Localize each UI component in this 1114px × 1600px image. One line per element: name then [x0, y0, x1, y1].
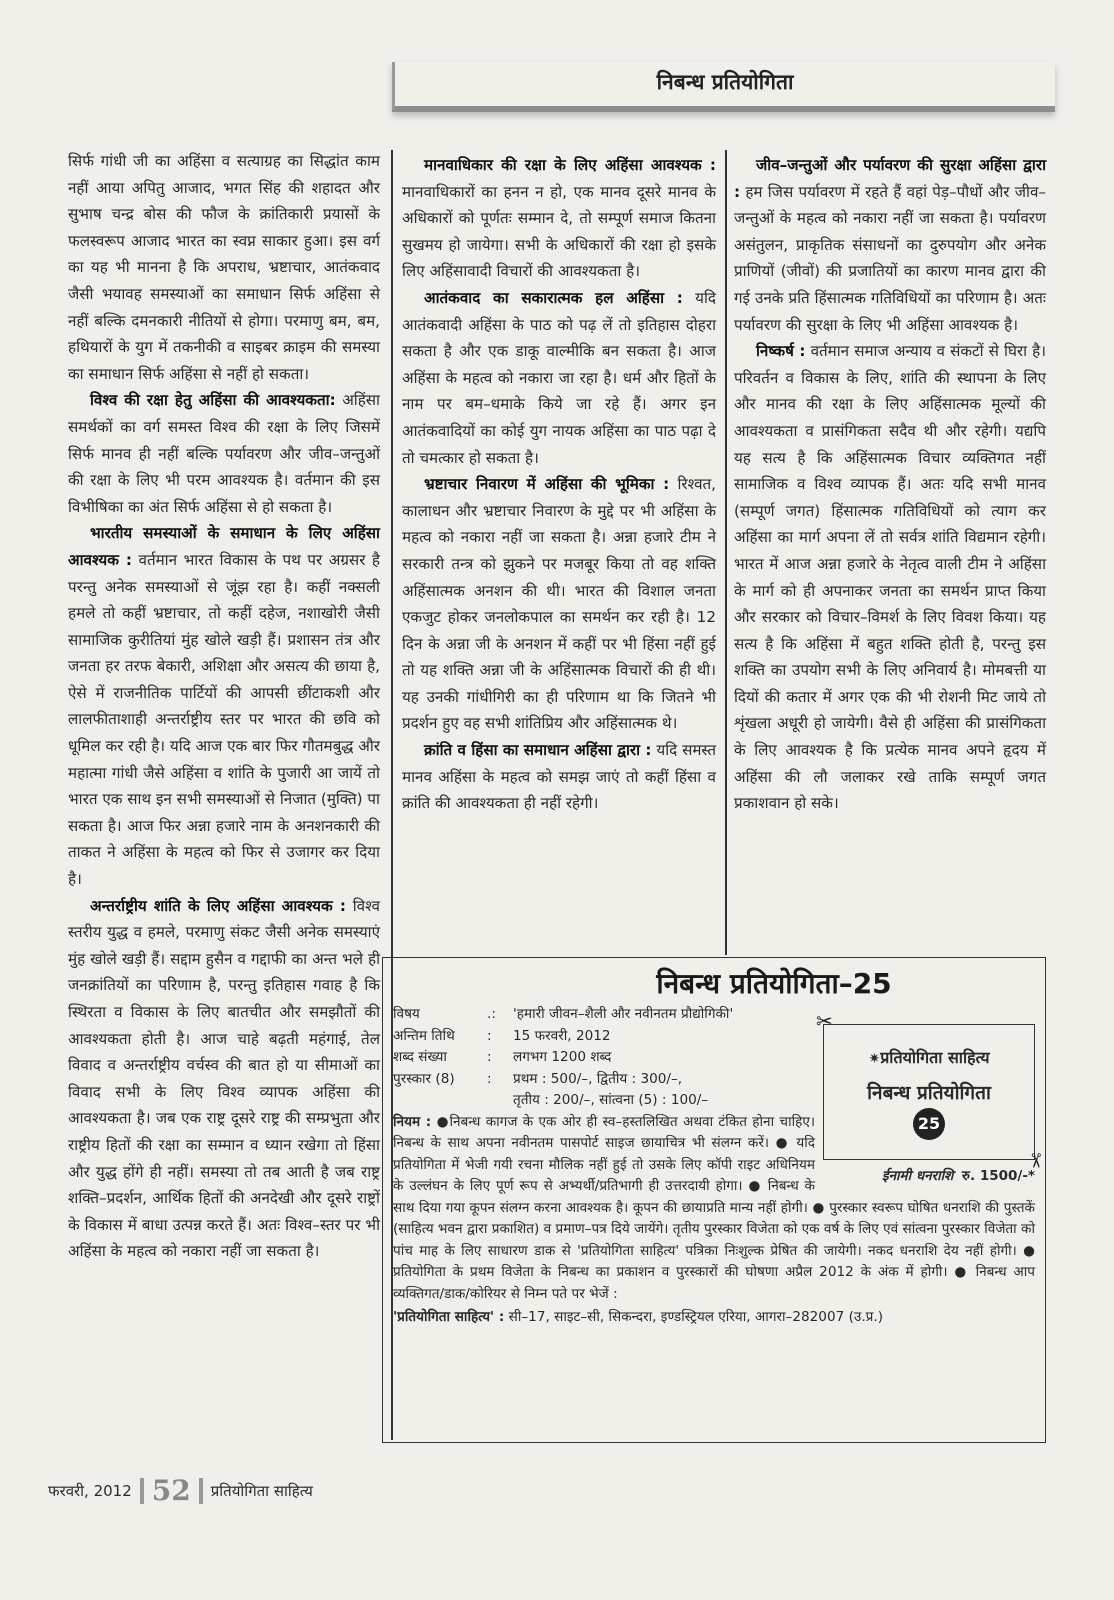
- page-footer: [48, 1474, 313, 1507]
- subheading: जीव–जन्तुओं और पर्यावरण की सुरक्षा अहिंसा द्वारा :: [734, 156, 1046, 201]
- section-title: निबन्ध प्रतियोगिता: [656, 70, 794, 94]
- subheading: भारतीय समस्याओं के समाधान के लिए अहिंसा आवश्यक :: [68, 524, 380, 569]
- cut-out-coupon[interactable]: [816, 1009, 1049, 1169]
- paragraph: निष्कर्ष : वर्तमान समाज अन्याय व संकटों से घिरा है। परिवर्तन व विकास के लिए, शांति की स्थापना के लिए और मानव की रक्षा के लिए अहिंसात्मक मूल्यों की आवश्यकता व प्रासंगिकता सदैव थी और रहेगी। यद्यपि यह सत्य है कि अहिंसात्मक विचार व्यक्तिगत नहीं सामाजिक व विश्व व्यापक हैं। अतः यदि सभी मानव (सम्पूर्ण जगत) हिंसात्मक गतिविधियों को त्याग कर अहिंसा का मार्ग अपना लें तो सर्वत्र शांति विद्यमान रहेगी। भारत में आज अन्ना हजारे के नेतृत्व वाली टीम ने अहिंसा के मार्ग को ही अपनाकर जनता का समर्थन प्राप्त किया और सरकार को विचार–विमर्श के लिए विवश किया। यह सत्य है कि अहिंसा में बहुत शक्ति होती है, परन्तु इस शक्ति का उपयोग सभी के लिए अनिवार्य है। मोमबत्ती या दियों की कतार में अगर एक की भी रोशनी मिट जाये तो शृंखला अधूरी हो जायेगी। वैसे ही अहिंसा की प्रासंगिकता के लिए आवश्यक है कि प्रत्येक मानव अपने हृदय में अहिंसा की लौ जलाकर रखे ताकि सम्पूर्ण जगत प्रकाशवान हो सके।: [734, 342, 1046, 813]
- coupon-section: [816, 1009, 1049, 1188]
- coupon-brand: ✷प्रतियोगिता साहित्य: [868, 1048, 990, 1067]
- prize-money: ईनामी धनराशि रु. 1500/-*: [881, 1168, 1035, 1184]
- subheading: अन्तर्राष्ट्रीय शांति के लिए अहिंसा आवश्यक :: [90, 896, 346, 915]
- divider: [199, 1478, 203, 1504]
- paragraph: सिर्फ गांधी जी का अहिंसा व सत्याग्रह का सिद्धांत काम नहीं आया अपितु आजाद, भगत सिंह की शहादत और सुभाष चन्द्र बोस की फौज के क्रांतिकारी प्रयासों के फलस्वरूप आजाद भारत का स्वप्न साकार हुआ। इस वर्ग का यह भी मानना है कि अपराध, भ्रष्टाचार, आतंकवाद जैसी भयावह समस्याओं का समाधान सिर्फ अहिंसा से नहीं बल्कि दमनकारी नीतियों से होगा। परमाणु बम, बम, हथियारों के युग में तकनीकी व साइबर क्राइम की समस्या का समाधान सिर्फ अहिंसा से नहीं हो सकता।: [68, 152, 380, 383]
- subheading: विश्व की रक्षा हेतु अहिंसा की आवश्यकता:: [90, 391, 336, 410]
- article-column-3: [734, 152, 1046, 817]
- paragraph: आतंकवाद का सकारात्मक हल अहिंसा : यदि आतंकवादी अहिंसा के पाठ को पढ़ लें तो इतिहास दोहरा सकता है और एक डाकू वाल्मीकि बन सकता है। आज अहिंसा के महत्व को नकारा जा रहा है। धर्म और हितों के नाम पर बम–धमाके किये जा रहे हैं। अगर इन आतंकवादियों का कोई युग नायक अहिंसा का पाठ पढ़ा दे तो चमत्कार हो सकता है।: [402, 288, 716, 467]
- paragraph: अन्तर्राष्ट्रीय शांति के लिए अहिंसा आवश्यक : विश्व स्तरीय युद्ध व हमले, परमाणु संकट जैसी अनेक समस्याएं मुंह खोले खड़ी हैं। सद्दाम हुसैन व गद्दाफी का अन्त भले ही जनक्रांतियों का परिणाम है, परन्तु इतिहास गवाह है कि स्थिरता व विकास के लिए बातचीत और समझौतों की आवश्यकता होती है। आज चाहे बढ़ती महंगाई, तेल विवाद व अन्तर्राष्ट्रीय वर्चस्व की बात हो या सीमाओं का विवाद सभी के लिए विश्व व्यापक अहिंसा की आवश्यकता है। जब एक राष्ट्र दूसरे राष्ट्र की सम्प्रभुता और राष्ट्रीय हितों की रक्षा का सम्मान व ध्यान रखेगा तो हिंसा और युद्ध होंगे ही नहीं। समस्या तो तब आती है जब राष्ट्र शक्ति–प्रदर्शन, आर्थिक हितों की अनदेखी और दूसरे राष्ट्रों के विकास में बाधा उत्पन्न करते हैं। अतः विश्व–स्तर पर भी अहिंसा के महत्व को नकारा नहीं जा सकता है।: [68, 896, 380, 1261]
- detail-row: शब्द संख्या : लगभग 1200 शब्द: [393, 1049, 612, 1065]
- paragraph: भ्रष्टाचार निवारण में अहिंसा की भूमिका : रिश्वत, कालाधन और भ्रष्टाचार निवारण के मुद्दे पर भी अहिंसा के महत्व को नकारा नहीं जा सकता है। अन्ना हजारे टीम ने सरकारी तन्त्र को झुकने पर मजबूर किया तो वह शक्ति अहिंसात्मक अनशन की थी। भारत की विशाल जनता एकजुट होकर जनलोकपाल का समर्थन कर रही है। 12 दिन के अन्ना जी के अनशन में कहीं पर भी हिंसा नहीं हुई तो यह शक्ति अन्ना जी के अहिंसात्मक विचारों की ही थी। यह उनकी गांधीगिरी का ही परिणाम था कि जितने भी प्रदर्शन हुए वह सभी शांतिप्रिय और अहिंसात्मक थे।: [402, 475, 716, 733]
- section-header: [392, 62, 1055, 112]
- subheading: भ्रष्टाचार निवारण में अहिंसा की भूमिका :: [424, 475, 670, 494]
- detail-row: पुरस्कार (8) : प्रथम : 500/–, द्वितीय : 300/–,: [393, 1070, 683, 1087]
- page-number: 52: [151, 1474, 191, 1507]
- column-divider: [725, 150, 727, 955]
- scissors-icon: ✂: [1024, 1151, 1049, 1169]
- detail-row: विषय .: 'हमारी जीवन–शैली और नवीनतम प्रौद्योगिकी': [393, 1006, 734, 1022]
- issue-date: फरवरी, 2012: [48, 1481, 132, 1500]
- paragraph: विश्व की रक्षा हेतु अहिंसा की आवश्यकता: अहिंसा समर्थकों का वर्ग समस्त विश्व की रक्षा के लिए जिसमें सिर्फ मानव ही नहीं बल्कि पर्यावरण और जीव–जन्तुओं की रक्षा के लिए भी परम आवश्यक है। वर्तमान की इस विभीषिका का अंत सिर्फ अहिंसा से हो सकता है।: [68, 391, 380, 516]
- contest-announcement-box: [382, 957, 1049, 1443]
- paragraph: जीव–जन्तुओं और पर्यावरण की सुरक्षा अहिंसा द्वारा : हम जिस पर्यावरण में रहते हैं वहां पेड़–पौधों और जीव–जन्तुओं के महत्व को नकारा नहीं जा सकता है। पर्यावरण असंतुलन, प्राकृतिक संसाधनों का दुरुपयोग और अनेक प्राणियों (जीवों) की प्रजातियों का कारण मानव द्वारा की गई उनके प्रति हिंसात्मक गतिविधियों का परिणाम है। अतः पर्यावरण की सुरक्षा के लिए भी अहिंसा आवश्यक है।: [734, 156, 1046, 334]
- scissors-icon: ✂: [816, 1009, 833, 1033]
- magazine-name: प्रतियोगिता साहित्य: [210, 1481, 313, 1500]
- sun-logo-icon: ✷: [868, 1051, 881, 1067]
- subheading: क्रांति व हिंसा का समाधान अहिंसा द्वारा :: [424, 741, 652, 760]
- paragraph: क्रांति व हिंसा का समाधान अहिंसा द्वारा : यदि समस्त मानव अहिंसा के महत्व को समझ जाएं तो कहीं हिंसा व क्रांति की आवश्यकता ही नहीं रहेगी।: [402, 741, 716, 813]
- subheading: आतंकवाद का सकारात्मक हल अहिंसा :: [424, 288, 683, 307]
- detail-row: अन्तिम तिथि : 15 फरवरी, 2012: [393, 1027, 611, 1044]
- coupon-number-badge: 25: [913, 1108, 945, 1140]
- paragraph: मानवाधिकार की रक्षा के लिए अहिंसा आवश्यक : मानवाधिकारों का हनन न हो, एक मानव दूसरे मानव के अधिकारों को पूर्णतः सम्मान दे, तो सम्पूर्ण समाज कितना सुखमय हो जायेगा। सभी के अधिकारों की रक्षा हो इसके लिए अहिंसावादी विचारों की आवश्यकता है।: [402, 156, 716, 281]
- detail-row: तृतीय : 200/–, सांत्वना (5) : 100/–: [513, 1092, 709, 1108]
- paragraph: भारतीय समस्याओं के समाधान के लिए अहिंसा आवश्यक : वर्तमान भारत विकास के पथ पर अग्रसर है परन्तु अनेक समस्याओं से जूंझ रहा है। कहीं नक्सली हमले तो कहीं भ्रष्टाचार, तो कहीं दहेज, नशाखोरी जैसी सामाजिक कुरीतियां मुंह खोले खड़ी हैं। प्रशासन तंत्र और जनता हर तरफ बेकारी, अशिक्षा और असत्य की छाया है, ऐसे में राजनीतिक पार्टियों की आपसी छींटाकशी और लालफीताशाही अन्तर्राष्ट्रीय स्तर पर भारत की छवि को धूमिल कर रही है। यदि आज एक बार फिर गौतमबुद्ध और महात्मा गांधी जैसे अहिंसा व शांति के पुजारी आ जायें तो भारत एक साथ इन सभी समस्याओं से निजात (मुक्ति) पा सकता है। आज फिर अन्ना हजारे नाम के अनशनकारी की ताकत ने अहिंसा के महत्व को फिर से उजागर कर दिया है।: [68, 524, 380, 889]
- contest-title: निबन्ध प्रतियोगिता–25: [656, 967, 892, 1000]
- coupon-contest-name: निबन्ध प्रतियोगिता: [867, 1081, 991, 1104]
- article-column-1: [68, 148, 380, 1265]
- contest-rules: नियम : ●निबन्ध कागज के एक ओर ही स्व–हस्तलिखित अथवा टंकित होना चाहिए। निबन्ध के साथ अपना नवीनतम पासपोर्ट साइज छायाचित्र भी संलग्न करें। ● यदि प्रतियोगिता में भेजी गयी रचना मौलिक नहीं हुई तो उसके लिए कॉपी राइट अधिनियम के उल्लंघन के लिए पूर्ण रूप से अभ्यर्थी/प्रतिभागी ही उत्तरदायी होगा। ● निबन्ध के साथ दिया गया कूपन संलग्न करना आवश्यक है। कूपन की छायाप्रति मान्य नहीं होगी। ● पुरस्कार स्वरूप घोषित धनराशि की पुस्तकें (साहित्य भवन द्वारा प्रकाशित) व प्रमाण–पत्र दिये जायेंगे। तृतीय पुरस्कार विजेता को एक वर्ष के लिए एवं सांत्वना पुरस्कार विजेता को पांच माह के लिए साधारण डाक से 'प्रतियोगिता साहित्य' पत्रिका निःशुल्क प्रेषित की जायेगी। नकद धनराशि देय नहीं होगी। ● प्रतियोगिता के प्रथम विजेता के निबन्ध का प्रकाशन व पुरस्कारों की घोषणा अप्रैल 2012 के अंक में होगी। ● निबन्ध आप व्यक्तिगत/डाक/कोरियर से निम्न पते पर भेजें :: [393, 1113, 1036, 1302]
- mailing-address: 'प्रतियोगिता साहित्य' : सी–17, साइट–सी, सिकन्दरा, इण्डस्ट्रियल एरिया, आगरा–282007 (उ.प्र.): [393, 1309, 884, 1325]
- article-column-2: [402, 152, 716, 817]
- subheading: निष्कर्ष :: [756, 342, 806, 361]
- subheading: मानवाधिकार की रक्षा के लिए अहिंसा आवश्यक :: [424, 156, 716, 174]
- divider: [140, 1478, 144, 1504]
